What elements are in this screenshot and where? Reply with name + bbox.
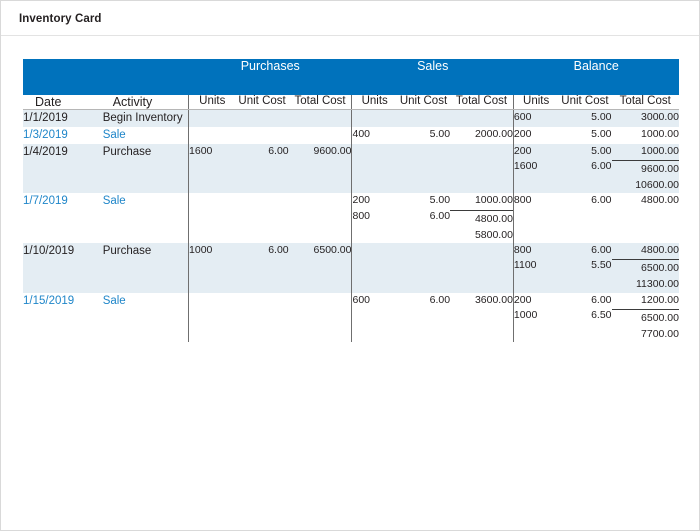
group-header-row	[23, 59, 679, 95]
column-header-balance-total-cost: Total Cost	[612, 95, 680, 110]
cell-sales-units	[352, 243, 397, 293]
cell-date: 1/4/2019	[23, 144, 103, 194]
cell-balance-total-cost: 1000.00	[641, 128, 679, 141]
column-header-activity: Activity	[103, 95, 189, 110]
table-row	[23, 110, 679, 127]
cell-sales-units: 400	[352, 127, 397, 144]
cell-balance-unit-cost: 5.00	[591, 128, 612, 141]
table-row	[23, 193, 679, 243]
cell-balance-unit-cost: 5.00 6.00	[558, 144, 611, 194]
cell-balance-units: 800 1100	[513, 243, 558, 293]
cell-purchases-unit-cost	[236, 293, 289, 343]
column-header-sales-unit-cost: Unit Cost	[397, 95, 450, 110]
group-header-blank-date	[23, 59, 103, 95]
cell-activity[interactable]: Sale	[102, 195, 126, 208]
cell-balance-units: 200 1600	[513, 144, 558, 194]
group-header-purchases: Purchases	[189, 59, 352, 95]
cell-date: 1/1/2019	[23, 110, 103, 127]
table-row	[23, 127, 679, 144]
cell-activity[interactable]: Sale	[102, 129, 126, 142]
group-header-balance: Balance	[513, 59, 679, 95]
cell-sales-unit-cost: 6.00	[429, 293, 451, 306]
cell-activity: Purchase	[103, 144, 189, 194]
cell-purchases-unit-cost: 6.00	[236, 144, 289, 194]
cell-balance-unit-cost: 6.00 6.50	[591, 293, 612, 321]
table-row	[23, 243, 679, 293]
cell-purchases-units	[189, 110, 236, 127]
cell-sales-units: 200 800	[352, 193, 397, 243]
cell-balance-unit-cost: 6.00 5.50	[558, 243, 611, 293]
column-header-date: Date	[23, 95, 103, 110]
cell-date: 1/10/2019	[23, 243, 103, 293]
cell-purchases-units: 1000	[189, 243, 236, 293]
cell-date[interactable]: 1/15/2019	[23, 294, 75, 307]
column-header-purchases-unit-cost: Unit Cost	[236, 95, 289, 110]
group-header-sales: Sales	[352, 59, 513, 95]
cell-purchases-units: 1600	[189, 144, 236, 194]
cell-balance-total-cost: 1000.00 9600.00 10600.00	[612, 144, 680, 194]
table-container	[1, 36, 699, 342]
cell-sales-total-cost: 2000.00	[474, 128, 513, 141]
inventory-table	[23, 59, 679, 342]
cell-balance-units: 800	[513, 193, 558, 243]
cell-sales-unit-cost	[397, 144, 450, 194]
cell-sales-units	[352, 110, 397, 127]
cell-sales-unit-cost: 5.00 6.00	[429, 194, 451, 222]
cell-sales-unit-cost	[397, 110, 450, 127]
cell-purchases-total-cost: 6500.00	[289, 243, 352, 293]
cell-sales-total-cost: 1000.00 4800.00 5800.00	[450, 193, 513, 243]
cell-purchases-unit-cost	[236, 110, 289, 127]
cell-balance-total-cost: 4800.00	[641, 194, 679, 207]
group-header-blank-activity	[103, 59, 189, 95]
cell-sales-unit-cost	[397, 243, 450, 293]
cell-purchases-total-cost: 9600.00	[289, 144, 352, 194]
cell-purchases-unit-cost: 6.00	[236, 243, 289, 293]
cell-sales-unit-cost: 5.00	[429, 128, 451, 141]
cell-activity[interactable]: Sale	[102, 294, 126, 307]
cell-balance-total-cost: 3000.00	[612, 110, 680, 127]
cell-purchases-units	[189, 127, 236, 144]
cell-sales-units: 600	[352, 293, 397, 343]
cell-sales-total-cost	[450, 110, 513, 127]
column-header-purchases-units: Units	[189, 95, 236, 110]
cell-purchases-total-cost	[289, 110, 352, 127]
cell-date[interactable]: 1/3/2019	[23, 129, 68, 142]
cell-sales-total-cost	[450, 144, 513, 194]
column-header-sales-units: Units	[352, 95, 397, 110]
cell-balance-unit-cost: 6.00	[591, 194, 612, 207]
table-row	[23, 144, 679, 194]
column-header-balance-unit-cost: Unit Cost	[558, 95, 611, 110]
column-header-row	[23, 95, 679, 110]
cell-activity: Begin Inventory	[103, 110, 189, 127]
cell-balance-units: 600	[513, 110, 558, 127]
cell-balance-total-cost: 1200.00 6500.00 7700.00	[612, 293, 680, 343]
cell-sales-total-cost	[450, 243, 513, 293]
cell-purchases-units	[189, 293, 236, 343]
cell-purchases-total-cost	[289, 293, 352, 343]
cell-balance-total-cost: 4800.00 6500.00 11300.00	[612, 243, 680, 293]
column-header-purchases-total-cost: Total Cost	[289, 95, 352, 110]
cell-sales-units	[352, 144, 397, 194]
column-header-sales-total-cost: Total Cost	[450, 95, 513, 110]
table-row	[23, 293, 679, 343]
cell-sales-total-cost: 3600.00	[474, 293, 513, 306]
column-header-balance-units: Units	[513, 95, 558, 110]
cell-balance-units: 200	[513, 127, 558, 144]
cell-purchases-unit-cost	[236, 127, 289, 144]
cell-purchases-total-cost	[289, 127, 352, 144]
cell-balance-unit-cost: 5.00	[558, 110, 611, 127]
page-title: Inventory Card	[19, 13, 102, 25]
cell-activity: Purchase	[103, 243, 189, 293]
cell-date[interactable]: 1/7/2019	[23, 195, 68, 208]
cell-purchases-total-cost	[289, 193, 352, 243]
cell-purchases-unit-cost	[236, 193, 289, 243]
table-body	[23, 110, 679, 342]
cell-purchases-units	[189, 193, 236, 243]
cell-balance-units: 200 1000	[513, 293, 558, 343]
